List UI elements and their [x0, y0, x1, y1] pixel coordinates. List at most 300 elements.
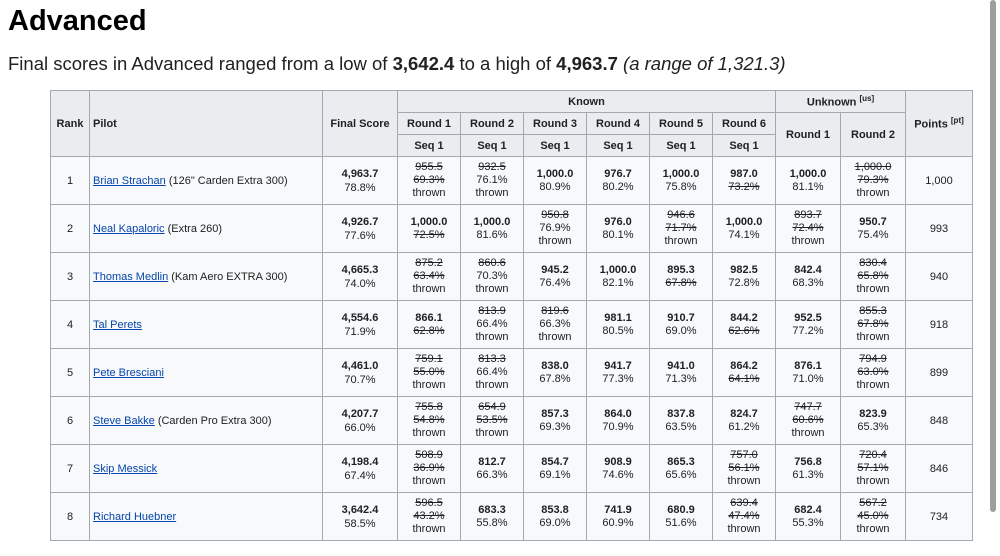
- score-percent: 66.3%: [539, 318, 571, 330]
- rank-cell: 1: [51, 157, 90, 205]
- rank-cell: 3: [51, 253, 90, 301]
- score-cell: [650, 493, 713, 541]
- score-percent: 80.2%: [602, 180, 634, 193]
- score-value: 866.1: [415, 311, 443, 324]
- score-cell: [713, 253, 776, 301]
- score-cell: [841, 253, 906, 301]
- rank-cell: 8: [51, 493, 90, 541]
- score-value: 952.5: [794, 311, 822, 324]
- score-cell: [650, 157, 713, 205]
- score-value: 639.4: [730, 497, 758, 509]
- summary-prefix: Final scores in Advanced ranged from a low of: [8, 53, 393, 74]
- score-cell: [398, 205, 461, 253]
- score-value: 865.3: [667, 455, 695, 468]
- table-row: [51, 253, 973, 301]
- score-cell: [398, 349, 461, 397]
- score-cell: [841, 205, 906, 253]
- score-cell: [776, 349, 841, 397]
- thrown-label: thrown: [475, 283, 509, 295]
- score-percent: 53.5%: [476, 414, 508, 426]
- thrown-label: thrown: [475, 427, 509, 439]
- final-score-cell: [323, 301, 398, 349]
- aircraft-text: (Kam Aero EXTRA 300): [168, 270, 288, 283]
- score-value: 982.5: [730, 263, 758, 276]
- final-score-percent: 74.0%: [344, 277, 376, 290]
- score-value: 837.8: [667, 407, 695, 420]
- final-score-cell: [323, 205, 398, 253]
- score-percent: 69.3%: [539, 420, 571, 433]
- score-value: 680.9: [667, 503, 695, 516]
- final-score-header: Final Score: [323, 91, 398, 157]
- pilot-cell: [90, 493, 323, 541]
- score-cell: [587, 301, 650, 349]
- table-row: [51, 157, 973, 205]
- score-cell: [776, 301, 841, 349]
- score-percent: 76.4%: [539, 276, 571, 289]
- score-cell: [776, 397, 841, 445]
- score-percent: 61.2%: [728, 420, 760, 433]
- pilot-cell: [90, 301, 323, 349]
- score-percent: 72.5%: [413, 228, 445, 241]
- score-cell: [713, 445, 776, 493]
- score-value: 941.7: [604, 359, 632, 372]
- thrown-label: thrown: [727, 523, 761, 535]
- score-value: 596.5: [415, 497, 443, 509]
- score-cell: [524, 349, 587, 397]
- score-cell: [587, 157, 650, 205]
- score-value: 741.9: [604, 503, 632, 516]
- score-cell: [713, 397, 776, 445]
- score-value: 823.9: [859, 407, 887, 420]
- score-value: 830.4: [859, 257, 887, 269]
- score-cell: [713, 157, 776, 205]
- final-score-value: 4,665.3: [341, 263, 379, 276]
- score-percent: 81.1%: [792, 180, 824, 193]
- results-body: [51, 157, 973, 541]
- score-percent: 65.3%: [857, 420, 889, 433]
- score-percent: 36.9%: [413, 462, 445, 474]
- score-value: 844.2: [730, 311, 758, 324]
- score-cell: [461, 493, 524, 541]
- score-percent: 79.3%: [857, 174, 889, 186]
- score-cell: [650, 397, 713, 445]
- rank-cell: 6: [51, 397, 90, 445]
- final-score-percent: 67.4%: [344, 469, 376, 482]
- score-percent: 76.1%: [476, 174, 508, 186]
- score-percent: 77.2%: [792, 324, 824, 337]
- pilot-link[interactable]: Steve Bakke: [93, 414, 155, 427]
- score-percent: 43.2%: [413, 510, 445, 522]
- final-score-value: 4,926.7: [341, 215, 379, 228]
- score-percent: 63.4%: [413, 270, 445, 282]
- rank-cell: 2: [51, 205, 90, 253]
- thrown-label: thrown: [791, 235, 825, 247]
- score-cell: [524, 493, 587, 541]
- thrown-label: thrown: [856, 283, 890, 295]
- score-percent: 75.4%: [857, 228, 889, 241]
- table-row: [51, 301, 973, 349]
- score-percent: 60.9%: [602, 516, 634, 529]
- aircraft-text: (Extra 260): [164, 222, 223, 235]
- points-cell: 1,000: [906, 157, 973, 205]
- score-value: 864.2: [730, 359, 758, 372]
- page-scrollbar[interactable]: [986, 0, 1000, 556]
- known-round-header: Round 4: [587, 113, 650, 135]
- score-value: 875.2: [415, 257, 443, 269]
- points-header: [906, 91, 973, 157]
- score-value: 755.8: [415, 401, 443, 413]
- score-value: 1,000.0: [473, 215, 511, 228]
- score-percent: 65.8%: [857, 270, 889, 282]
- score-percent: 66.4%: [476, 366, 508, 378]
- score-percent: 67.8%: [539, 372, 571, 385]
- score-percent: 47.4%: [728, 510, 760, 522]
- known-round-header: Round 5: [650, 113, 713, 135]
- score-cell: [524, 301, 587, 349]
- thrown-label: thrown: [856, 379, 890, 391]
- pilot-cell: [90, 157, 323, 205]
- score-cell: [713, 349, 776, 397]
- thrown-label: thrown: [856, 475, 890, 487]
- known-round-header: Round 3: [524, 113, 587, 135]
- rank-cell: 5: [51, 349, 90, 397]
- section-heading: Advanced: [8, 5, 147, 37]
- pilot-cell: [90, 397, 323, 445]
- pilot-cell: [90, 253, 323, 301]
- score-percent: 68.3%: [792, 276, 824, 289]
- score-cell: [587, 493, 650, 541]
- score-value: 857.3: [541, 407, 569, 420]
- score-percent: 67.8%: [857, 318, 889, 330]
- known-seq-header: Seq 1: [461, 135, 524, 157]
- results-table: [50, 90, 973, 541]
- score-value: 682.4: [794, 503, 822, 516]
- pilot-cell: [90, 349, 323, 397]
- known-seq-header: Seq 1: [587, 135, 650, 157]
- score-percent: 80.9%: [539, 180, 571, 193]
- score-value: 757.0: [730, 449, 758, 461]
- pilot-link[interactable]: Neal Kapaloric: [93, 222, 165, 235]
- score-value: 794.9: [859, 353, 887, 365]
- score-cell: [650, 253, 713, 301]
- score-cell: [524, 157, 587, 205]
- pilot-cell: [90, 445, 323, 493]
- thrown-label: thrown: [412, 475, 446, 487]
- score-value: 860.6: [478, 257, 506, 269]
- points-cell: 846: [906, 445, 973, 493]
- score-percent: 66.4%: [476, 318, 508, 330]
- pilot-link[interactable]: Skip Messick: [93, 462, 158, 475]
- score-cell: [587, 397, 650, 445]
- score-value: 824.7: [730, 407, 758, 420]
- points-header-label: Points: [914, 118, 948, 131]
- score-percent: 71.7%: [665, 222, 697, 234]
- score-cell: [776, 445, 841, 493]
- score-cell: [587, 253, 650, 301]
- table-row: [51, 493, 973, 541]
- score-value: 941.0: [667, 359, 695, 372]
- score-percent: 70.9%: [602, 420, 634, 433]
- score-value: 853.8: [541, 503, 569, 516]
- final-score-cell: [323, 397, 398, 445]
- final-score-cell: [323, 157, 398, 205]
- score-value: 950.8: [541, 209, 569, 221]
- summary-low-score: 3,642.4: [392, 53, 455, 74]
- score-percent: 45.0%: [857, 510, 889, 522]
- score-cell: [713, 493, 776, 541]
- score-cell: [524, 445, 587, 493]
- score-cell: [524, 205, 587, 253]
- rank-cell: 4: [51, 301, 90, 349]
- known-seq-header: Seq 1: [398, 135, 461, 157]
- score-value: 759.1: [415, 353, 443, 365]
- final-score-cell: [323, 445, 398, 493]
- score-cell: [650, 349, 713, 397]
- score-percent: 67.8%: [665, 276, 697, 289]
- summary-range: (a range of 1,321.3): [623, 53, 786, 74]
- score-percent: 55.3%: [792, 516, 824, 529]
- score-cell: [776, 205, 841, 253]
- article-section: [8, 0, 978, 76]
- final-score-value: 4,207.7: [341, 407, 379, 420]
- known-seq-header: Seq 1: [713, 135, 776, 157]
- pilot-header: Pilot: [90, 91, 323, 157]
- aircraft-text: (Carden Pro Extra 300): [154, 414, 272, 427]
- final-score-percent: 58.5%: [344, 517, 376, 530]
- unknown-round-header: Round 2: [841, 113, 906, 157]
- thrown-label: thrown: [412, 379, 446, 391]
- score-cell: [776, 157, 841, 205]
- score-cell: [398, 397, 461, 445]
- score-percent: 71.3%: [665, 372, 697, 385]
- table-row: [51, 205, 973, 253]
- table-row: [51, 397, 973, 445]
- pilot-link[interactable]: Pete Bresciani: [93, 366, 164, 379]
- thrown-label: thrown: [475, 331, 509, 343]
- thrown-label: thrown: [727, 475, 761, 487]
- final-score-value: 3,642.4: [341, 503, 379, 516]
- score-value: 893.7: [794, 209, 822, 221]
- pilot-cell: [90, 205, 323, 253]
- thrown-label: thrown: [856, 187, 890, 199]
- score-cell: [841, 493, 906, 541]
- score-cell: [841, 445, 906, 493]
- score-cell: [841, 301, 906, 349]
- score-cell: [398, 301, 461, 349]
- score-percent: 56.1%: [728, 462, 760, 474]
- pilot-link[interactable]: Thomas Medlin: [93, 270, 169, 283]
- final-score-percent: 70.7%: [344, 373, 376, 386]
- thrown-label: thrown: [412, 523, 446, 535]
- score-percent: 62.6%: [728, 324, 760, 337]
- final-score-cell: [323, 349, 398, 397]
- score-percent: 74.1%: [728, 228, 760, 241]
- score-value: 756.8: [794, 455, 822, 468]
- final-score-percent: 66.0%: [344, 421, 376, 434]
- score-cell: [461, 301, 524, 349]
- score-value: 1,000.0: [410, 215, 448, 228]
- score-percent: 77.3%: [602, 372, 634, 385]
- score-cell: [776, 253, 841, 301]
- score-percent: 81.6%: [476, 228, 508, 241]
- score-cell: [713, 301, 776, 349]
- thrown-label: thrown: [412, 283, 446, 295]
- score-value: 747.7: [794, 401, 822, 413]
- score-value: 567.2: [859, 497, 887, 509]
- table-row: [51, 445, 973, 493]
- score-value: 683.3: [478, 503, 506, 516]
- score-value: 955.5: [415, 161, 443, 173]
- points-cell: 899: [906, 349, 973, 397]
- score-cell: [461, 397, 524, 445]
- score-cell: [650, 301, 713, 349]
- score-percent: 72.8%: [728, 276, 760, 289]
- thrown-label: thrown: [475, 379, 509, 391]
- score-value: 1,000.0: [536, 167, 574, 180]
- score-percent: 65.6%: [665, 468, 697, 481]
- score-value: 950.7: [859, 215, 887, 228]
- score-value: 819.6: [541, 305, 569, 317]
- score-value: 812.7: [478, 455, 506, 468]
- thrown-label: thrown: [856, 331, 890, 343]
- known-seq-header: Seq 1: [524, 135, 587, 157]
- final-score-percent: 71.9%: [344, 325, 376, 338]
- thrown-label: thrown: [412, 187, 446, 199]
- score-value: 654.9: [478, 401, 506, 413]
- score-value: 976.0: [604, 215, 632, 228]
- score-value: 864.0: [604, 407, 632, 420]
- score-percent: 51.6%: [665, 516, 697, 529]
- table-row: [51, 349, 973, 397]
- score-percent: 69.0%: [665, 324, 697, 337]
- score-cell: [524, 253, 587, 301]
- scrollbar-thumb[interactable]: [990, 0, 996, 512]
- score-cell: [524, 397, 587, 445]
- score-percent: 75.8%: [665, 180, 697, 193]
- score-percent: 66.3%: [476, 468, 508, 481]
- score-percent: 70.3%: [476, 270, 508, 282]
- score-cell: [650, 445, 713, 493]
- score-cell: [841, 397, 906, 445]
- score-percent: 57.1%: [857, 462, 889, 474]
- score-value: 932.5: [478, 161, 506, 173]
- score-cell: [650, 205, 713, 253]
- known-round-header: Round 2: [461, 113, 524, 135]
- score-value: 1,000.0: [599, 263, 637, 276]
- score-percent: 69.3%: [413, 174, 445, 186]
- summary-middle: to a high of: [454, 53, 557, 74]
- score-percent: 55.8%: [476, 516, 508, 529]
- score-value: 1,000.0: [725, 215, 763, 228]
- points-cell: 918: [906, 301, 973, 349]
- score-value: 908.9: [604, 455, 632, 468]
- thrown-label: thrown: [664, 235, 698, 247]
- score-cell: [398, 445, 461, 493]
- score-value: 946.6: [667, 209, 695, 221]
- score-percent: 61.3%: [792, 468, 824, 481]
- score-value: 895.3: [667, 263, 695, 276]
- score-cell: [841, 157, 906, 205]
- score-percent: 60.6%: [792, 414, 824, 426]
- thrown-label: thrown: [538, 235, 572, 247]
- score-percent: 63.5%: [665, 420, 697, 433]
- final-score-percent: 77.6%: [344, 229, 376, 242]
- final-score-percent: 78.8%: [344, 181, 376, 194]
- score-value: 1,000.0: [854, 161, 892, 173]
- final-score-cell: [323, 253, 398, 301]
- score-value: 508.9: [415, 449, 443, 461]
- summary-high-score: 4,963.7: [556, 53, 618, 74]
- score-percent: 69.0%: [539, 516, 571, 529]
- unknown-round-header: Round 1: [776, 113, 841, 157]
- unknown-header: [776, 91, 906, 113]
- known-header: Known: [398, 91, 776, 113]
- score-percent: 54.8%: [413, 414, 445, 426]
- score-cell: [398, 493, 461, 541]
- score-value: 910.7: [667, 311, 695, 324]
- score-percent: 55.0%: [413, 366, 445, 378]
- score-value: 1,000.0: [662, 167, 700, 180]
- score-percent: 64.1%: [728, 372, 760, 385]
- score-percent: 63.0%: [857, 366, 889, 378]
- score-value: 945.2: [541, 263, 569, 276]
- known-round-header: Round 6: [713, 113, 776, 135]
- score-value: 976.7: [604, 167, 632, 180]
- score-value: 813.9: [478, 305, 506, 317]
- pilot-link[interactable]: Brian Strachan: [93, 174, 166, 187]
- aircraft-text: (126" Carden Extra 300): [165, 174, 288, 187]
- final-score-value: 4,461.0: [341, 359, 379, 372]
- known-seq-header: Seq 1: [650, 135, 713, 157]
- points-footnote-link[interactable]: [pt]: [950, 116, 964, 126]
- score-value: 987.0: [730, 167, 758, 180]
- score-percent: 76.9%: [539, 222, 571, 234]
- score-value: 855.3: [859, 305, 887, 317]
- final-score-value: 4,963.7: [341, 167, 379, 180]
- score-cell: [776, 493, 841, 541]
- score-cell: [841, 349, 906, 397]
- unknown-header-label: Unknown: [806, 96, 857, 109]
- points-cell: 993: [906, 205, 973, 253]
- unknown-footnote-link[interactable]: [us]: [859, 94, 875, 104]
- score-value: 838.0: [541, 359, 569, 372]
- score-cell: [461, 157, 524, 205]
- score-value: 854.7: [541, 455, 569, 468]
- score-percent: 62.8%: [413, 324, 445, 337]
- final-score-value: 4,198.4: [341, 455, 379, 468]
- score-value: 720.4: [859, 449, 887, 461]
- known-round-header: Round 1: [398, 113, 461, 135]
- score-percent: 80.5%: [602, 324, 634, 337]
- points-cell: 940: [906, 253, 973, 301]
- score-range-summary: [8, 52, 978, 76]
- rank-cell: 7: [51, 445, 90, 493]
- score-percent: 71.0%: [792, 372, 824, 385]
- pilot-link[interactable]: Tal Perets: [93, 318, 142, 331]
- score-cell: [713, 205, 776, 253]
- pilot-link[interactable]: Richard Huebner: [93, 510, 177, 523]
- score-value: 981.1: [604, 311, 632, 324]
- rank-header: Rank: [51, 91, 90, 157]
- thrown-label: thrown: [412, 427, 446, 439]
- score-value: 876.1: [794, 359, 822, 372]
- thrown-label: thrown: [475, 187, 509, 199]
- header-row-top: [51, 91, 973, 113]
- score-value: 813.3: [478, 353, 506, 365]
- final-score-cell: [323, 493, 398, 541]
- final-score-value: 4,554.6: [341, 311, 379, 324]
- score-value: 1,000.0: [789, 167, 827, 180]
